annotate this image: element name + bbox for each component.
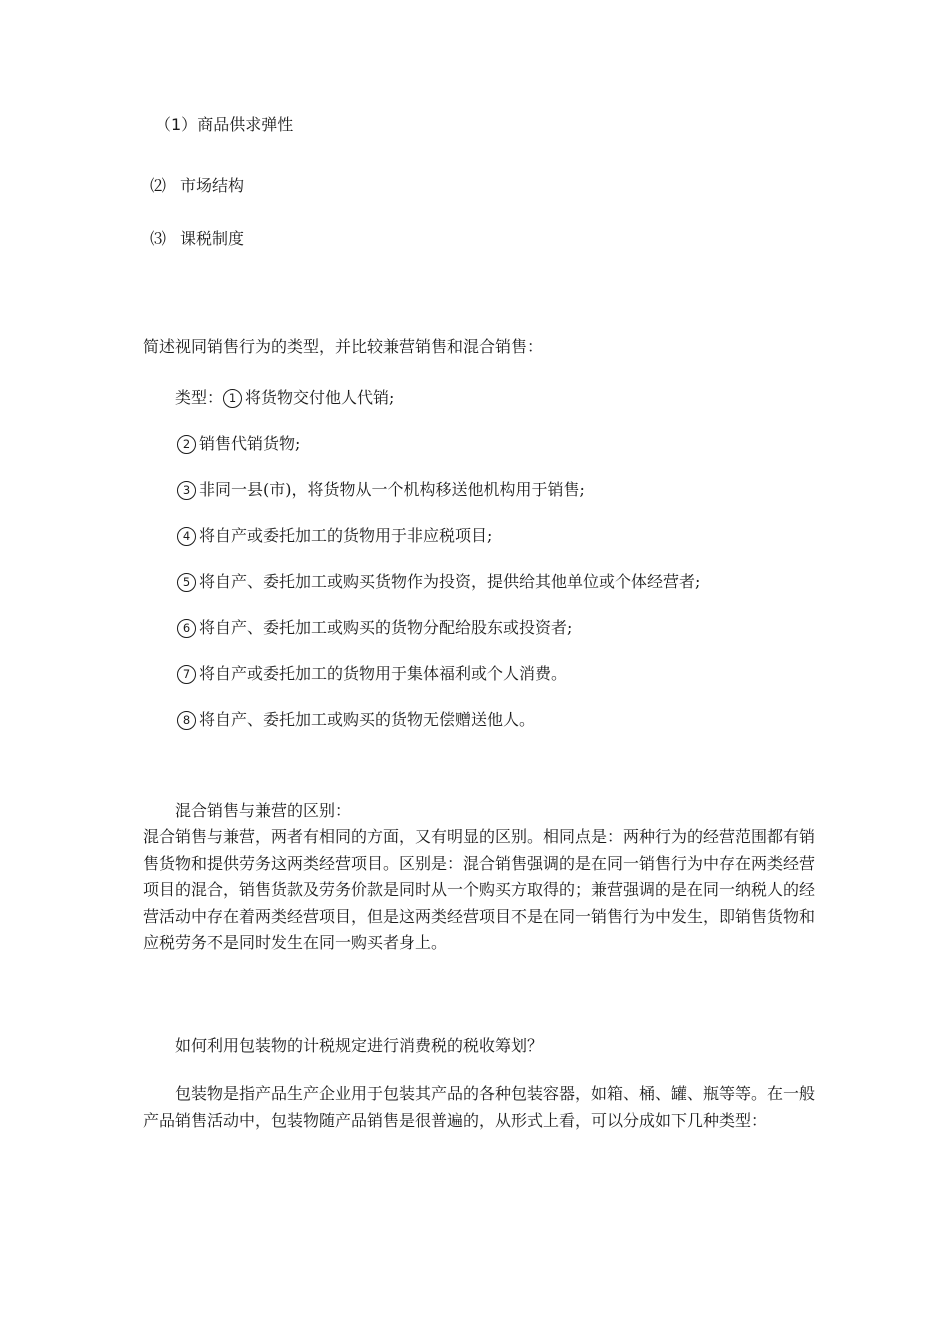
difference-heading: 混合销售与兼营的区别： — [175, 801, 352, 820]
type-item-5 — [177, 572, 700, 592]
type-text: 将自产、委托加工或购买的货物分配给股东或投资者; — [199, 618, 573, 637]
type-text: 将自产或委托加工的货物用于集体福利或个人消费。 — [199, 664, 568, 683]
circled-number: 1 — [223, 389, 242, 408]
type-text: 将自产、委托加工或购买货物作为投资，提供给其他单位或个体经营者; — [199, 572, 701, 591]
circled-number: 5 — [177, 573, 196, 592]
packaging-body: 包装物是指产品生产企业用于包装其产品的各种包装容器，如箱、桶、罐、瓶等等。在一般产品销售活动中，包装物随产品销售是很普遍的，从形式上看，可以分成如下几种类型： — [143, 1084, 816, 1130]
circled-number: 3 — [177, 481, 196, 500]
type-item-1 — [175, 388, 394, 408]
type-item-2 — [177, 434, 300, 454]
type-item-6 — [177, 618, 572, 638]
type-text: 将货物交付他人代销; — [245, 388, 395, 407]
factor-text: 商品供求弹性 — [197, 115, 294, 134]
factor-number: （1） — [155, 115, 198, 134]
type-text: 非同一县(市)，将货物从一个机构移送他机构用于销售; — [199, 480, 585, 499]
factor-text: 课税制度 — [180, 229, 245, 248]
factor-item-3 — [150, 229, 244, 249]
types-label: 类型： — [175, 388, 224, 407]
factor-text: 市场结构 — [180, 176, 245, 195]
circled-number: 7 — [177, 665, 196, 684]
factor-number: ⑵ — [150, 176, 167, 195]
difference-body: 混合销售与兼营，两者有相同的方面，又有明显的区别。相同点是：两种行为的经营范围都有销售货物和提供劳务这两类经营项目。区别是：混合销售强调的是在同一销售行为中存在两类经营项目的混合，销售货款及劳务价款是同时从一个购买方取得的；兼营强调的是在同一纳税人的经营活动中存在着两类经营项目，但是这两类经营项目不是在同一销售行为中发生，即销售货物和应税劳务不是同时发生在同一购买者身上。 — [143, 827, 816, 952]
packaging-question: 如何利用包装物的计税规定进行消费税的税收筹划？ — [175, 1036, 544, 1055]
type-item-4 — [177, 526, 492, 546]
factor-number: ⑶ — [150, 229, 167, 248]
type-text: 将自产或委托加工的货物用于非应税项目; — [199, 526, 493, 545]
circled-number: 6 — [177, 619, 196, 638]
circled-number: 8 — [177, 711, 196, 730]
deemed-sales-question: 简述视同销售行为的类型，并比较兼营销售和混合销售： — [143, 337, 544, 356]
type-text: 销售代销货物; — [199, 434, 301, 453]
factor-item-2 — [150, 176, 244, 196]
type-item-3 — [177, 480, 585, 500]
type-item-8 — [177, 710, 535, 730]
type-text: 将自产、委托加工或购买的货物无偿赠送他人。 — [199, 710, 536, 729]
circled-number: 2 — [177, 435, 196, 454]
circled-number: 4 — [177, 527, 196, 546]
factor-item-1 — [155, 115, 293, 135]
type-item-7 — [177, 664, 567, 684]
